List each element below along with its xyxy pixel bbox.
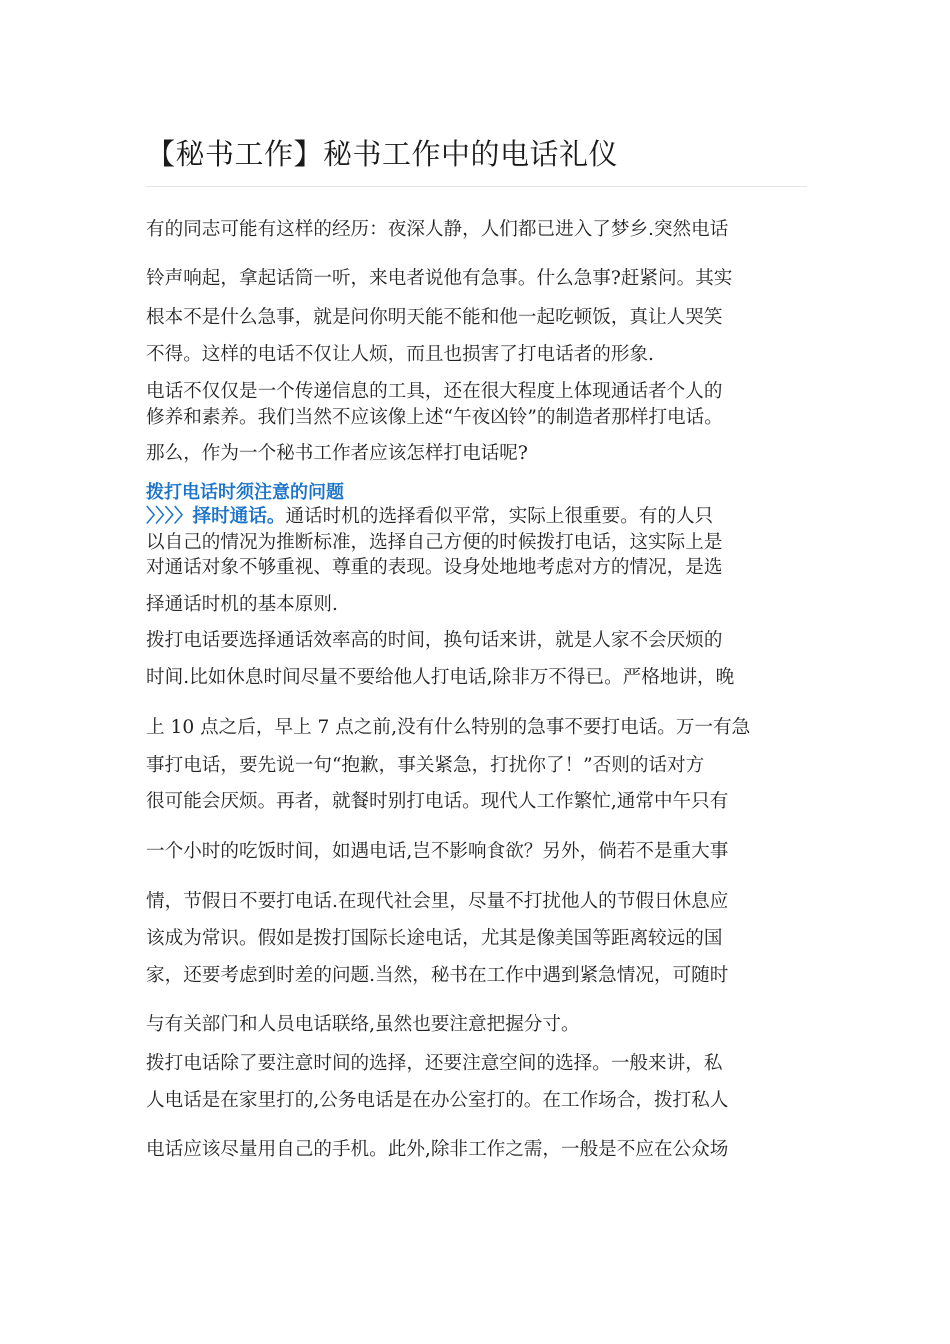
paragraph-line: 那么，作为一个秘书工作者应该怎样打电话呢? bbox=[146, 443, 528, 464]
paragraph-line: 择通话时机的基本原则. bbox=[146, 594, 338, 615]
double-chevron-icon: 〉〉〉〉 bbox=[146, 506, 193, 527]
paragraph-line: 时间.比如休息时间尽量不要给他人打电话,除非万不得已。严格地讲，晚 bbox=[146, 667, 735, 688]
paragraph-line: 电话不仅仅是一个传递信息的工具，还在很大程度上体现通话者个人的 bbox=[146, 381, 723, 402]
paragraph-line: 铃声响起，拿起话筒一听，来电者说他有急事。什么急事?赶紧问。其实 bbox=[146, 268, 733, 289]
paragraph-line: 电话应该尽量用自己的手机。此外,除非工作之需，一般是不应在公众场 bbox=[146, 1139, 729, 1160]
title-divider bbox=[146, 186, 807, 187]
paragraph-line: 有的同志可能有这样的经历：夜深人静，人们都已进入了梦乡.突然电话 bbox=[146, 219, 729, 240]
paragraph-line: 不得。这样的电话不仅让人烦，而且也损害了打电话者的形象. bbox=[146, 344, 654, 365]
bullet-text: 通话时机的选择看似平常，实际上很重要。有的人只 bbox=[285, 506, 714, 527]
bullet-line bbox=[146, 505, 713, 529]
paragraph-line: 与有关部门和人员电话联络,虽然也要注意把握分寸。 bbox=[146, 1014, 580, 1035]
page-title: 【秘书工作】秘书工作中的电话礼仪 bbox=[146, 137, 619, 171]
paragraph-line: 该成为常识。假如是拨打国际长途电话，尤其是像美国等距离较远的国 bbox=[146, 928, 723, 949]
paragraph-line: 一个小时的吃饭时间，如遇电话,岂不影响食欲？另外，倘若不是重大事 bbox=[146, 841, 729, 862]
paragraph-line: 修养和素养。我们当然不应该像上述“午夜凶铃”的制造者那样打电话。 bbox=[146, 407, 723, 428]
paragraph-line: 以自己的情况为推断标准，选择自己方便的时候拨打电话，这实际上是 bbox=[146, 532, 723, 553]
paragraph-line: 拨打电话除了要注意时间的选择，还要注意空间的选择。一般来讲，私 bbox=[146, 1053, 723, 1074]
section-heading: 拨打电话时须注意的问题 bbox=[146, 482, 344, 503]
bullet-label: 择时通话。 bbox=[192, 506, 286, 527]
paragraph-line: 上 10 点之后，早上 7 点之前,没有什么特别的急事不要打电话。万一有急 bbox=[146, 717, 751, 738]
paragraph-line: 拨打电话要选择通话效率高的时间，换句话来讲，就是人家不会厌烦的 bbox=[146, 630, 723, 651]
paragraph-line: 情，节假日不要打电话.在现代社会里，尽量不打扰他人的节假日休息应 bbox=[146, 891, 729, 912]
paragraph-line: 事打电话，要先说一句“抱歉，事关紧急，打扰你了！”否则的话对方 bbox=[146, 755, 705, 776]
paragraph-line: 人电话是在家里打的,公务电话是在办公室打的。在工作场合，拨打私人 bbox=[146, 1090, 729, 1111]
paragraph-line: 根本不是什么急事，就是问你明天能不能和他一起吃顿饭，真让人哭笑 bbox=[146, 307, 723, 328]
paragraph-line: 家，还要考虑到时差的问题.当然，秘书在工作中遇到紧急情况，可随时 bbox=[146, 965, 729, 986]
paragraph-line: 很可能会厌烦。再者，就餐时别打电话。现代人工作繁忙,通常中午只有 bbox=[146, 791, 729, 812]
paragraph-line: 对通话对象不够重视、尊重的表现。设身处地地考虑对方的情况，是选 bbox=[146, 557, 723, 578]
